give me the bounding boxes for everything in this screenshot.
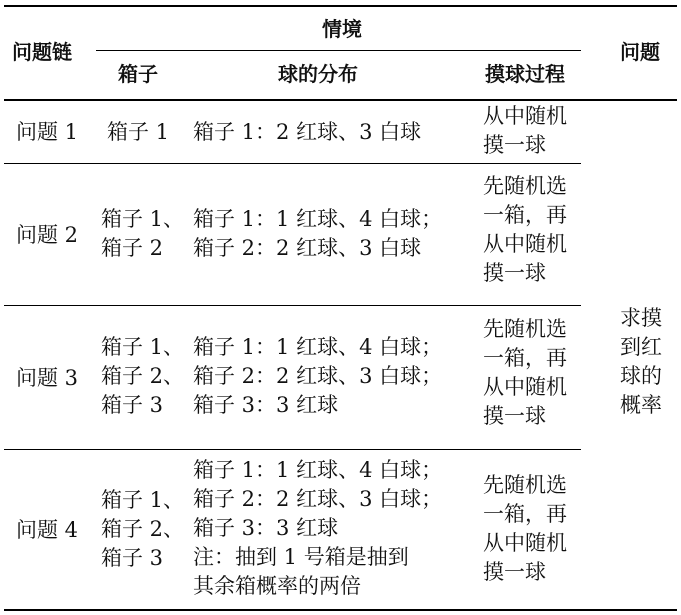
process-text: 一箱，再 [483, 346, 567, 370]
row-label-1: 问题 1 [16, 120, 79, 144]
row-process-1 [483, 102, 567, 160]
row-label-2: 问题 2 [16, 223, 79, 247]
box-text: 箱子 2、 [101, 364, 185, 388]
situation-underline [96, 50, 581, 51]
process-text: 先随机选 [483, 473, 567, 497]
row-process-4 [483, 471, 567, 587]
box-text: 箱子 2、 [101, 517, 185, 541]
row-divider-1 [4, 163, 581, 164]
row-distribution-3 [193, 333, 442, 420]
header-situation: 情境 [322, 17, 362, 41]
question-line: 求摸 [620, 306, 662, 330]
row-process-2 [483, 172, 567, 288]
process-text: 从中随机 [483, 531, 567, 555]
process-text: 摸一球 [483, 404, 546, 428]
row-boxes-2 [101, 205, 184, 263]
process-text: 先随机选 [483, 174, 567, 198]
process-text: 从中随机 [483, 232, 567, 256]
question-cell [620, 304, 662, 420]
question-line: 概率 [620, 393, 662, 417]
row-distribution-2 [193, 205, 442, 263]
box-text: 箱子 1、 [101, 207, 185, 231]
box-text: 箱子 3 [101, 393, 164, 417]
top-rule [4, 5, 677, 7]
process-text: 从中随机 [483, 375, 567, 399]
row-boxes-1 [107, 118, 169, 147]
process-text: 先随机选 [483, 317, 567, 341]
header-question: 问题 [620, 40, 660, 64]
distribution-text: 箱子 1：1 红球、4 白球； [193, 207, 443, 231]
header-box: 箱子 [118, 62, 158, 86]
process-text: 一箱，再 [483, 203, 567, 227]
box-text: 箱子 1、 [101, 335, 185, 359]
header-distribution: 球的分布 [278, 62, 358, 86]
row-boxes-3 [101, 333, 184, 420]
distribution-text: 箱子 2：2 红球、3 白球 [193, 236, 422, 260]
row-distribution-4 [193, 456, 442, 601]
process-text: 摸一球 [483, 133, 546, 157]
distribution-text: 箱子 1：1 红球、4 白球； [193, 458, 443, 482]
header-bottom-rule [4, 99, 677, 101]
distribution-text: 箱子 1：1 红球、4 白球； [193, 335, 443, 359]
row-boxes-4 [101, 486, 184, 573]
row-label-3: 问题 3 [16, 366, 79, 390]
distribution-text: 箱子 2：2 红球、3 白球； [193, 487, 443, 511]
question-line: 到红 [620, 335, 662, 359]
process-text: 摸一球 [483, 261, 546, 285]
distribution-text: 箱子 3：3 红球 [193, 516, 339, 540]
header-process: 摸球过程 [485, 62, 565, 86]
row-divider-2 [4, 305, 581, 306]
row-divider-3 [4, 449, 581, 450]
distribution-text: 箱子 2：2 红球、3 白球； [193, 364, 443, 388]
header-chain: 问题链 [12, 40, 72, 64]
distribution-text: 箱子 1：2 红球、3 白球 [193, 120, 422, 144]
row-process-3 [483, 315, 567, 431]
process-text: 摸一球 [483, 560, 546, 584]
box-text: 箱子 1、 [101, 488, 185, 512]
box-text: 箱子 2 [101, 236, 164, 260]
distribution-note: 注：抽到 1 号箱是抽到 [193, 545, 409, 569]
box-text: 箱子 1 [107, 120, 170, 144]
process-text: 一箱，再 [483, 502, 567, 526]
row-distribution-1 [193, 118, 421, 147]
distribution-text: 箱子 3：3 红球 [193, 393, 339, 417]
distribution-note: 其余箱概率的两倍 [193, 574, 361, 598]
bottom-rule [4, 609, 677, 611]
row-label-4: 问题 4 [16, 518, 79, 542]
process-text: 从中随机 [483, 104, 567, 128]
question-line: 球的 [620, 364, 662, 388]
box-text: 箱子 3 [101, 546, 164, 570]
